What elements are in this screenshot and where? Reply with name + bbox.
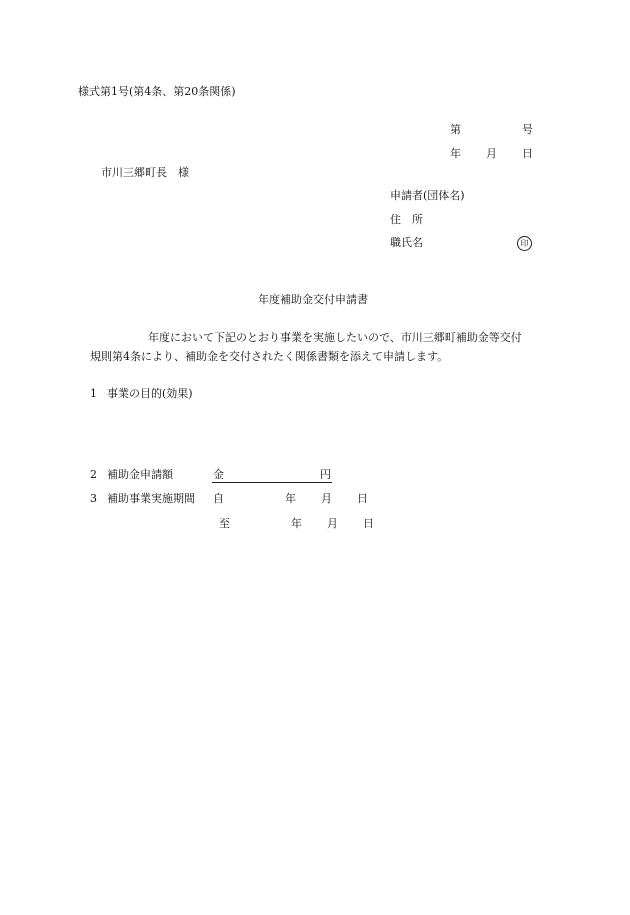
- date-day: 日: [522, 147, 533, 160]
- item-3-number: 3: [90, 492, 97, 505]
- period-from-year: 年: [285, 492, 296, 505]
- date-month: 月: [486, 147, 497, 160]
- applicant-address-label: 住 所: [390, 213, 423, 226]
- item-1-label: 事業の目的(効果): [107, 387, 193, 400]
- date-year: 年: [450, 147, 461, 160]
- period-from-month: 月: [321, 492, 332, 505]
- number-prefix: 第: [450, 123, 461, 136]
- item-3-label: 補助事業実施期間: [107, 492, 195, 505]
- amount-underline: [212, 482, 332, 483]
- item-2-amount-prefix: 金: [213, 468, 224, 481]
- body-text-line-1: 年度において下記のとおり事業を実施したいので、市川三郷町補助金等交付: [148, 331, 522, 344]
- period-to-month: 月: [327, 517, 338, 530]
- item-2-amount-unit: 円: [320, 468, 331, 481]
- document-title: 年度補助金交付申請書: [258, 293, 368, 306]
- item-2-number: 2: [90, 468, 97, 481]
- applicant-org-label: 申請者(団体名): [390, 189, 465, 202]
- period-to-label: 至: [219, 517, 230, 530]
- period-to-year: 年: [291, 517, 302, 530]
- form-label: 様式第1号(第4条、第20条関係): [78, 85, 236, 98]
- period-from-day: 日: [357, 492, 368, 505]
- item-2-label: 補助金申請額: [107, 468, 173, 481]
- period-to-day: 日: [363, 517, 374, 530]
- seal-stamp-icon: 印: [517, 236, 532, 251]
- number-suffix: 号: [522, 123, 533, 136]
- period-from-label: 自: [213, 492, 224, 505]
- addressee: 市川三郷町長 様: [101, 166, 189, 179]
- item-1-number: 1: [90, 387, 97, 400]
- body-text-line-2: 規則第4条により、補助金を交付されたく関係書類を添えて申請します。: [90, 350, 449, 363]
- applicant-name-label: 職氏名: [390, 236, 423, 249]
